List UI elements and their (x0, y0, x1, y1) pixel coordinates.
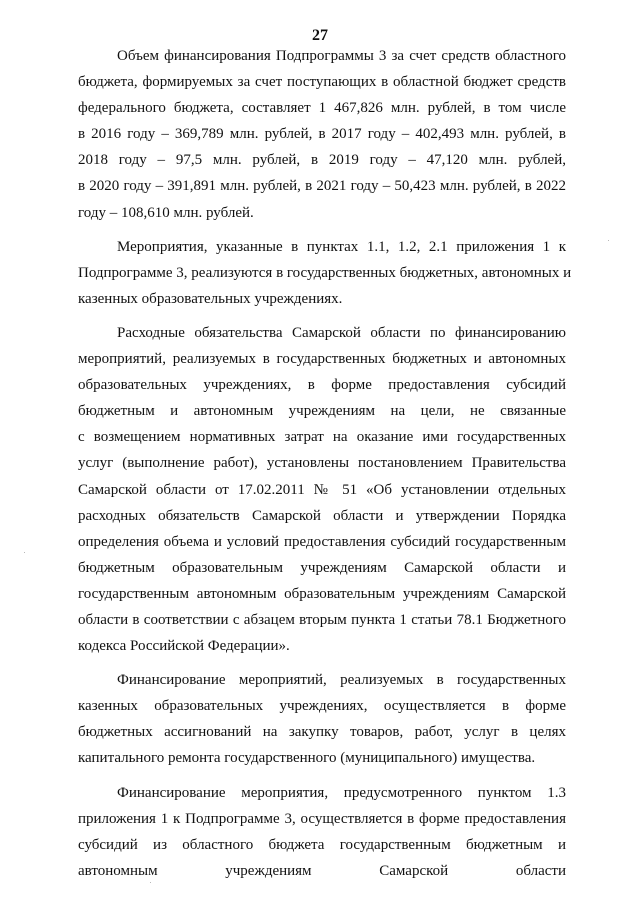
paragraph (78, 667, 566, 771)
text-line: в 2020 году – 391,891 млн. рублей, в 2021 году – 50,423 млн. рублей, в 2022 (78, 178, 566, 195)
paragraph-spacing (78, 659, 566, 667)
text-line: Финансирование мероприятия, предусмотренного пунктом 1.3 (117, 784, 566, 801)
text-line: мероприятий, реализуемых в государственных бюджетных и автономных (78, 351, 566, 368)
text-line: Мероприятия, указанные в пунктах 1.1, 1.2, 2.1 приложения 1 к (117, 238, 566, 255)
text-line: Объем финансирования Подпрограммы 3 за счет средств областного (117, 48, 566, 64)
text-line: услуг (выполнение работ), установлены постановлением Правительства (78, 455, 566, 472)
scan-speck (150, 882, 151, 883)
paragraph-spacing (78, 772, 566, 780)
text-line: кодекса Российской Федерации». (78, 638, 290, 655)
document-body (78, 43, 572, 884)
text-line: 2018 году – 97,5 млн. рублей, в 2019 году – 47,120 млн. рублей, (78, 152, 566, 169)
text-line: Самарской области от 17.02.2011 № 51 «Об установлении отдельных (78, 481, 566, 498)
text-line: казенных образовательных учреждениях. (78, 290, 343, 307)
text-line: расходных обязательств Самарской области и утверждении Порядка (78, 507, 566, 524)
text-line: приложения 1 к Подпрограмме 3, осуществляется в форме предоставления (78, 810, 566, 827)
text-line: в 2016 году – 369,789 млн. рублей, в 2017 году – 402,493 млн. рублей, в (78, 126, 566, 143)
text-line: бюджетных ассигнований на закупку товаров, работ, услуг в целях (78, 724, 566, 741)
paragraph-spacing (78, 312, 566, 320)
text-line: Расходные обязательства Самарской области по финансированию (117, 324, 566, 341)
scan-speck (24, 552, 25, 553)
text-line: году – 108,610 млн. рублей. (78, 204, 254, 221)
text-line: капитального ремонта государственного (муниципального) имущества. (78, 750, 536, 767)
text-line: бюджетным образовательным учреждениям Самарской области и (78, 559, 566, 576)
paragraph (78, 43, 566, 226)
text-line: бюджета, формируемых за счет поступающих в областной бюджет средств (78, 74, 566, 91)
scan-speck (608, 240, 609, 241)
paragraph (78, 780, 566, 884)
paragraph-spacing (78, 226, 566, 234)
paragraph (78, 234, 572, 312)
text-line: казенных образовательных учреждениях, осуществляется в форме (78, 698, 566, 715)
text-line: Подпрограмме 3, реализуются в государственных бюджетных, автономных и (78, 264, 572, 281)
page-number: 27 (312, 27, 328, 44)
text-line: субсидий из областного бюджета государственным бюджетным и (78, 836, 566, 853)
text-line: федерального бюджета, составляет 1 467,826 млн. рублей, в том числе (78, 100, 566, 117)
text-line: определения объема и условий предоставления субсидий государственным (78, 533, 566, 550)
paragraph (78, 320, 566, 659)
text-line: образовательных учреждениях, в форме предоставления субсидий (78, 377, 566, 394)
text-line: государственным автономным образовательным учреждениям Самарской (78, 585, 566, 602)
text-line: бюджетным и автономным учреждениям на цели, не связанные (78, 403, 566, 420)
text-line: области в соответствии с абзацем вторым пункта 1 статьи 78.1 Бюджетного (78, 611, 566, 628)
text-line: Финансирование мероприятий, реализуемых в государственных (117, 672, 566, 689)
text-line: автономным учреждениям Самарской области (78, 862, 566, 879)
text-line: с возмещением нормативных затрат на оказание ими государственных (78, 429, 566, 446)
